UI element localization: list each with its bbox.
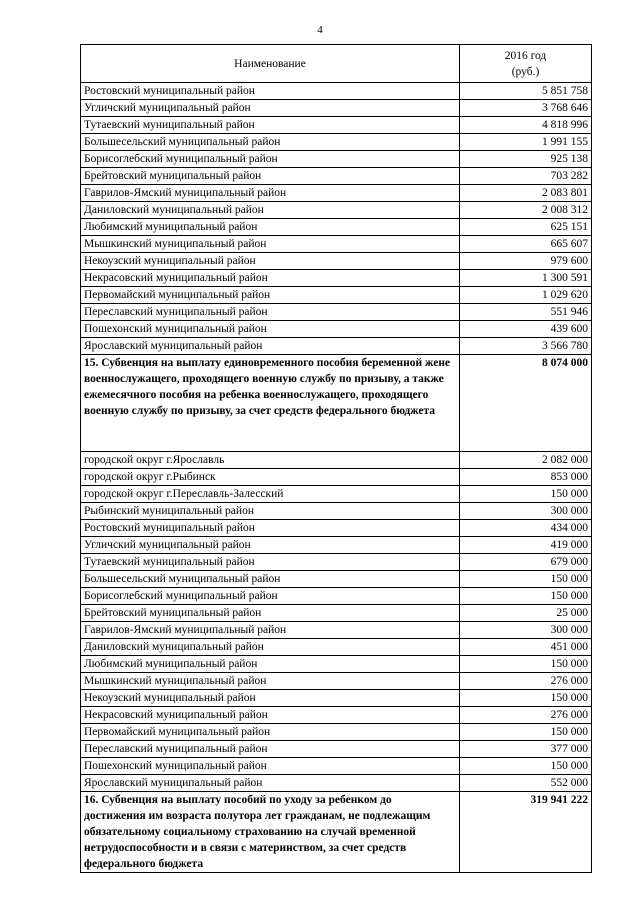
table-row bbox=[81, 588, 592, 605]
row-name: Угличский муниципальный район bbox=[81, 100, 460, 117]
row-amount: 25 000 bbox=[460, 605, 592, 622]
row-amount: 150 000 bbox=[460, 571, 592, 588]
table-row bbox=[81, 100, 592, 117]
table-row bbox=[81, 83, 592, 100]
row-name: Первомайский муниципальный район bbox=[81, 724, 460, 741]
table-row bbox=[81, 452, 592, 469]
row-amount: 2 008 312 bbox=[460, 202, 592, 219]
section-16 bbox=[81, 792, 592, 873]
row-amount: 451 000 bbox=[460, 639, 592, 656]
row-name: Некрасовский муниципальный район bbox=[81, 270, 460, 287]
table-body-top bbox=[81, 83, 592, 355]
table-body-section-15 bbox=[81, 452, 592, 792]
table-row bbox=[81, 690, 592, 707]
table-row bbox=[81, 537, 592, 554]
row-amount: 150 000 bbox=[460, 656, 592, 673]
row-amount: 150 000 bbox=[460, 486, 592, 503]
row-name: Даниловский муниципальный район bbox=[81, 202, 460, 219]
row-amount: 4 818 996 bbox=[460, 117, 592, 134]
row-name: Гаврилов-Ямский муниципальный район bbox=[81, 185, 460, 202]
row-amount: 552 000 bbox=[460, 775, 592, 792]
row-amount: 150 000 bbox=[460, 588, 592, 605]
header-year bbox=[460, 45, 592, 83]
header-unit-label: (руб.) bbox=[511, 65, 540, 78]
row-amount: 2 082 000 bbox=[460, 452, 592, 469]
row-amount: 1 029 620 bbox=[460, 287, 592, 304]
row-amount: 979 600 bbox=[460, 253, 592, 270]
row-name: Большесельский муниципальный район bbox=[81, 134, 460, 151]
header-year-label: 2016 год bbox=[504, 49, 547, 62]
budget-table bbox=[80, 44, 592, 873]
table-row bbox=[81, 236, 592, 253]
row-name: Даниловский муниципальный район bbox=[81, 639, 460, 656]
table-row bbox=[81, 758, 592, 775]
row-name: Борисоглебский муниципальный район bbox=[81, 151, 460, 168]
row-amount: 150 000 bbox=[460, 690, 592, 707]
table-row bbox=[81, 724, 592, 741]
row-amount: 419 000 bbox=[460, 537, 592, 554]
row-amount: 1 991 155 bbox=[460, 134, 592, 151]
table-row bbox=[81, 338, 592, 355]
row-amount: 300 000 bbox=[460, 503, 592, 520]
table-row bbox=[81, 168, 592, 185]
table-row bbox=[81, 219, 592, 236]
row-name: Большесельский муниципальный район bbox=[81, 571, 460, 588]
table-row bbox=[81, 605, 592, 622]
section-16-title: 16. Субвенция на выплату пособий по уходу за ребенком до достижения им возраста полутора лет гражданам, не подлежащим обязательному социальному страхованию на случай временной нетрудоспособности и в связи с материнством, за счет средств федерального бюджета bbox=[81, 792, 460, 873]
row-amount: 300 000 bbox=[460, 622, 592, 639]
table-row bbox=[81, 270, 592, 287]
row-amount: 853 000 bbox=[460, 469, 592, 486]
row-name: Некоузский муниципальный район bbox=[81, 690, 460, 707]
row-name: Некоузский муниципальный район bbox=[81, 253, 460, 270]
table-row bbox=[81, 775, 592, 792]
table-row bbox=[81, 469, 592, 486]
row-name: Первомайский муниципальный район bbox=[81, 287, 460, 304]
section-15-row bbox=[81, 355, 592, 452]
row-name: Брейтовский муниципальный район bbox=[81, 605, 460, 622]
table-row bbox=[81, 554, 592, 571]
table-row bbox=[81, 185, 592, 202]
row-name: городской округ г.Рыбинск bbox=[81, 469, 460, 486]
row-name: Ростовский муниципальный район bbox=[81, 520, 460, 537]
row-amount: 150 000 bbox=[460, 758, 592, 775]
row-amount: 2 083 801 bbox=[460, 185, 592, 202]
table-row bbox=[81, 571, 592, 588]
row-amount: 925 138 bbox=[460, 151, 592, 168]
table-row bbox=[81, 253, 592, 270]
row-name: городской округ г.Ярославль bbox=[81, 452, 460, 469]
row-name: Любимский муниципальный район bbox=[81, 219, 460, 236]
section-15-title: 15. Субвенция на выплату единовременного пособия беременной жене военнослужащего, проходящего военную службу по призыву, а также ежемесячного пособия на ребенка военнослужащего, проходящего военную службу по призыву, за счет средств федерального бюджета bbox=[81, 355, 460, 452]
table-header-row bbox=[81, 45, 592, 83]
table-row bbox=[81, 707, 592, 724]
table-row bbox=[81, 673, 592, 690]
row-name: Брейтовский муниципальный район bbox=[81, 168, 460, 185]
table-row bbox=[81, 117, 592, 134]
table-row bbox=[81, 656, 592, 673]
table-row bbox=[81, 639, 592, 656]
row-name: Тутаевский муниципальный район bbox=[81, 554, 460, 571]
row-name: Гаврилов-Ямский муниципальный район bbox=[81, 622, 460, 639]
table-row bbox=[81, 134, 592, 151]
row-amount: 150 000 bbox=[460, 724, 592, 741]
header-name: Наименование bbox=[81, 45, 460, 83]
row-name: Пошехонский муниципальный район bbox=[81, 321, 460, 338]
table-row bbox=[81, 304, 592, 321]
row-amount: 3 566 780 bbox=[460, 338, 592, 355]
table-row bbox=[81, 202, 592, 219]
table-row bbox=[81, 486, 592, 503]
section-15-amount: 8 074 000 bbox=[460, 355, 592, 452]
row-name: Тутаевский муниципальный район bbox=[81, 117, 460, 134]
row-name: Угличский муниципальный район bbox=[81, 537, 460, 554]
table-row bbox=[81, 622, 592, 639]
row-amount: 1 300 591 bbox=[460, 270, 592, 287]
row-amount: 276 000 bbox=[460, 673, 592, 690]
row-name: Мышкинский муниципальный район bbox=[81, 236, 460, 253]
row-amount: 625 151 bbox=[460, 219, 592, 236]
table-row bbox=[81, 151, 592, 168]
row-name: Борисоглебский муниципальный район bbox=[81, 588, 460, 605]
table-row bbox=[81, 321, 592, 338]
row-amount: 5 851 758 bbox=[460, 83, 592, 100]
table-row bbox=[81, 503, 592, 520]
page-number: 4 bbox=[317, 24, 323, 36]
table-row bbox=[81, 520, 592, 537]
table-row bbox=[81, 741, 592, 758]
row-name: Ярославский муниципальный район bbox=[81, 775, 460, 792]
row-name: Ростовский муниципальный район bbox=[81, 83, 460, 100]
row-name: Мышкинский муниципальный район bbox=[81, 673, 460, 690]
row-name: Некрасовский муниципальный район bbox=[81, 707, 460, 724]
row-name: городской округ г.Переславль-Залесский bbox=[81, 486, 460, 503]
section-16-amount: 319 941 222 bbox=[460, 792, 592, 873]
row-amount: 439 600 bbox=[460, 321, 592, 338]
row-name: Любимский муниципальный район bbox=[81, 656, 460, 673]
row-name: Пошехонский муниципальный район bbox=[81, 758, 460, 775]
row-amount: 703 282 bbox=[460, 168, 592, 185]
row-amount: 551 946 bbox=[460, 304, 592, 321]
row-amount: 679 000 bbox=[460, 554, 592, 571]
row-name: Ярославский муниципальный район bbox=[81, 338, 460, 355]
section-16-row bbox=[81, 792, 592, 873]
row-amount: 276 000 bbox=[460, 707, 592, 724]
row-amount: 665 607 bbox=[460, 236, 592, 253]
row-name: Переславский муниципальный район bbox=[81, 304, 460, 321]
table-row bbox=[81, 287, 592, 304]
row-name: Рыбинский муниципальный район bbox=[81, 503, 460, 520]
row-amount: 377 000 bbox=[460, 741, 592, 758]
row-amount: 434 000 bbox=[460, 520, 592, 537]
row-amount: 3 768 646 bbox=[460, 100, 592, 117]
section-15 bbox=[81, 355, 592, 452]
row-name: Переславский муниципальный район bbox=[81, 741, 460, 758]
